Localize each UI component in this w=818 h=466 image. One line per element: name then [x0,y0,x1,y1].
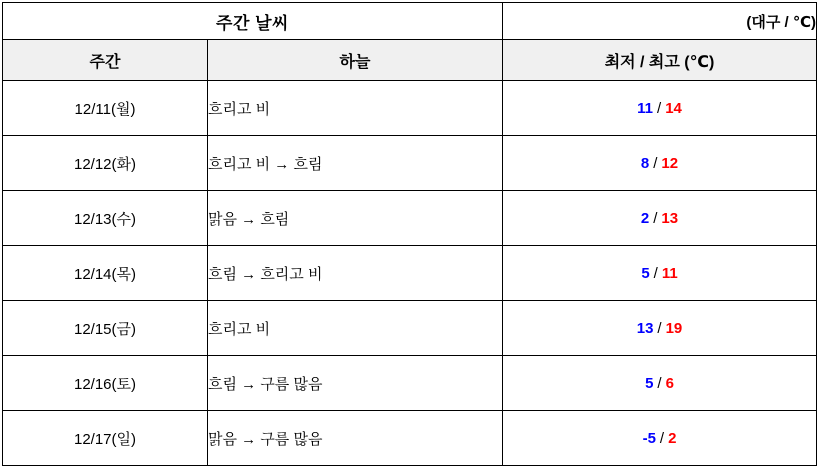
row-date: 12/13(수) [3,191,208,246]
row-temp-max: 2 [668,429,677,447]
temp-separator: / [657,99,662,117]
row-temp [503,81,817,136]
unit-note: (대구 / ℃) [503,3,817,40]
row-sky: 흐리고 비 → 흐림 [208,136,503,191]
row-temp-min: 13 [636,319,654,337]
weekly-weather-table [2,2,817,466]
row-temp-max: 6 [665,374,674,392]
title-row [3,3,817,40]
row-temp-max: 13 [661,209,679,227]
row-date: 12/12(화) [3,136,208,191]
row-temp-max: 11 [661,264,678,282]
table-row [3,301,817,356]
row-sky: 맑음 → 흐림 [208,191,503,246]
temp-separator: / [653,264,658,282]
column-header-period: 주간 [3,40,208,81]
row-temp-max: 14 [665,99,682,117]
row-sky: 흐림 → 구름 많음 [208,356,503,411]
row-temp-min: -5 [642,429,656,447]
row-temp [503,136,817,191]
table-row [3,411,817,466]
row-temp [503,301,817,356]
row-temp-min: 5 [645,374,654,392]
row-date: 12/15(금) [3,301,208,356]
row-temp [503,246,817,301]
row-temp-min: 2 [640,209,650,227]
row-temp-max: 19 [665,319,683,337]
row-temp-max: 12 [661,154,679,172]
row-temp-min: 5 [641,264,650,282]
row-date: 12/16(토) [3,356,208,411]
table-row [3,191,817,246]
temp-separator: / [653,209,658,227]
temp-separator: / [659,429,665,447]
page-title: 주간 날씨 [3,3,503,40]
table-row [3,136,817,191]
table-row [3,246,817,301]
row-sky: 맑음 → 구름 많음 [208,411,503,466]
row-temp [503,411,817,466]
column-header-sky: 하늘 [208,40,503,81]
table-row [3,356,817,411]
row-date: 12/11(월) [3,81,208,136]
temp-separator: / [657,374,662,392]
row-sky: 흐리고 비 [208,81,503,136]
temp-separator: / [653,154,658,172]
row-date: 12/17(일) [3,411,208,466]
row-sky: 흐리고 비 [208,301,503,356]
row-temp-min: 8 [640,154,650,172]
row-date: 12/14(목) [3,246,208,301]
row-temp [503,191,817,246]
row-sky: 흐림 → 흐리고 비 [208,246,503,301]
row-temp-min: 11 [637,99,654,117]
temp-separator: / [657,319,662,337]
row-temp [503,356,817,411]
table-header-row [3,40,817,81]
weekly-weather-sheet [0,2,818,465]
table-row [3,81,817,136]
column-header-temp: 최저 / 최고 (℃) [503,40,817,81]
